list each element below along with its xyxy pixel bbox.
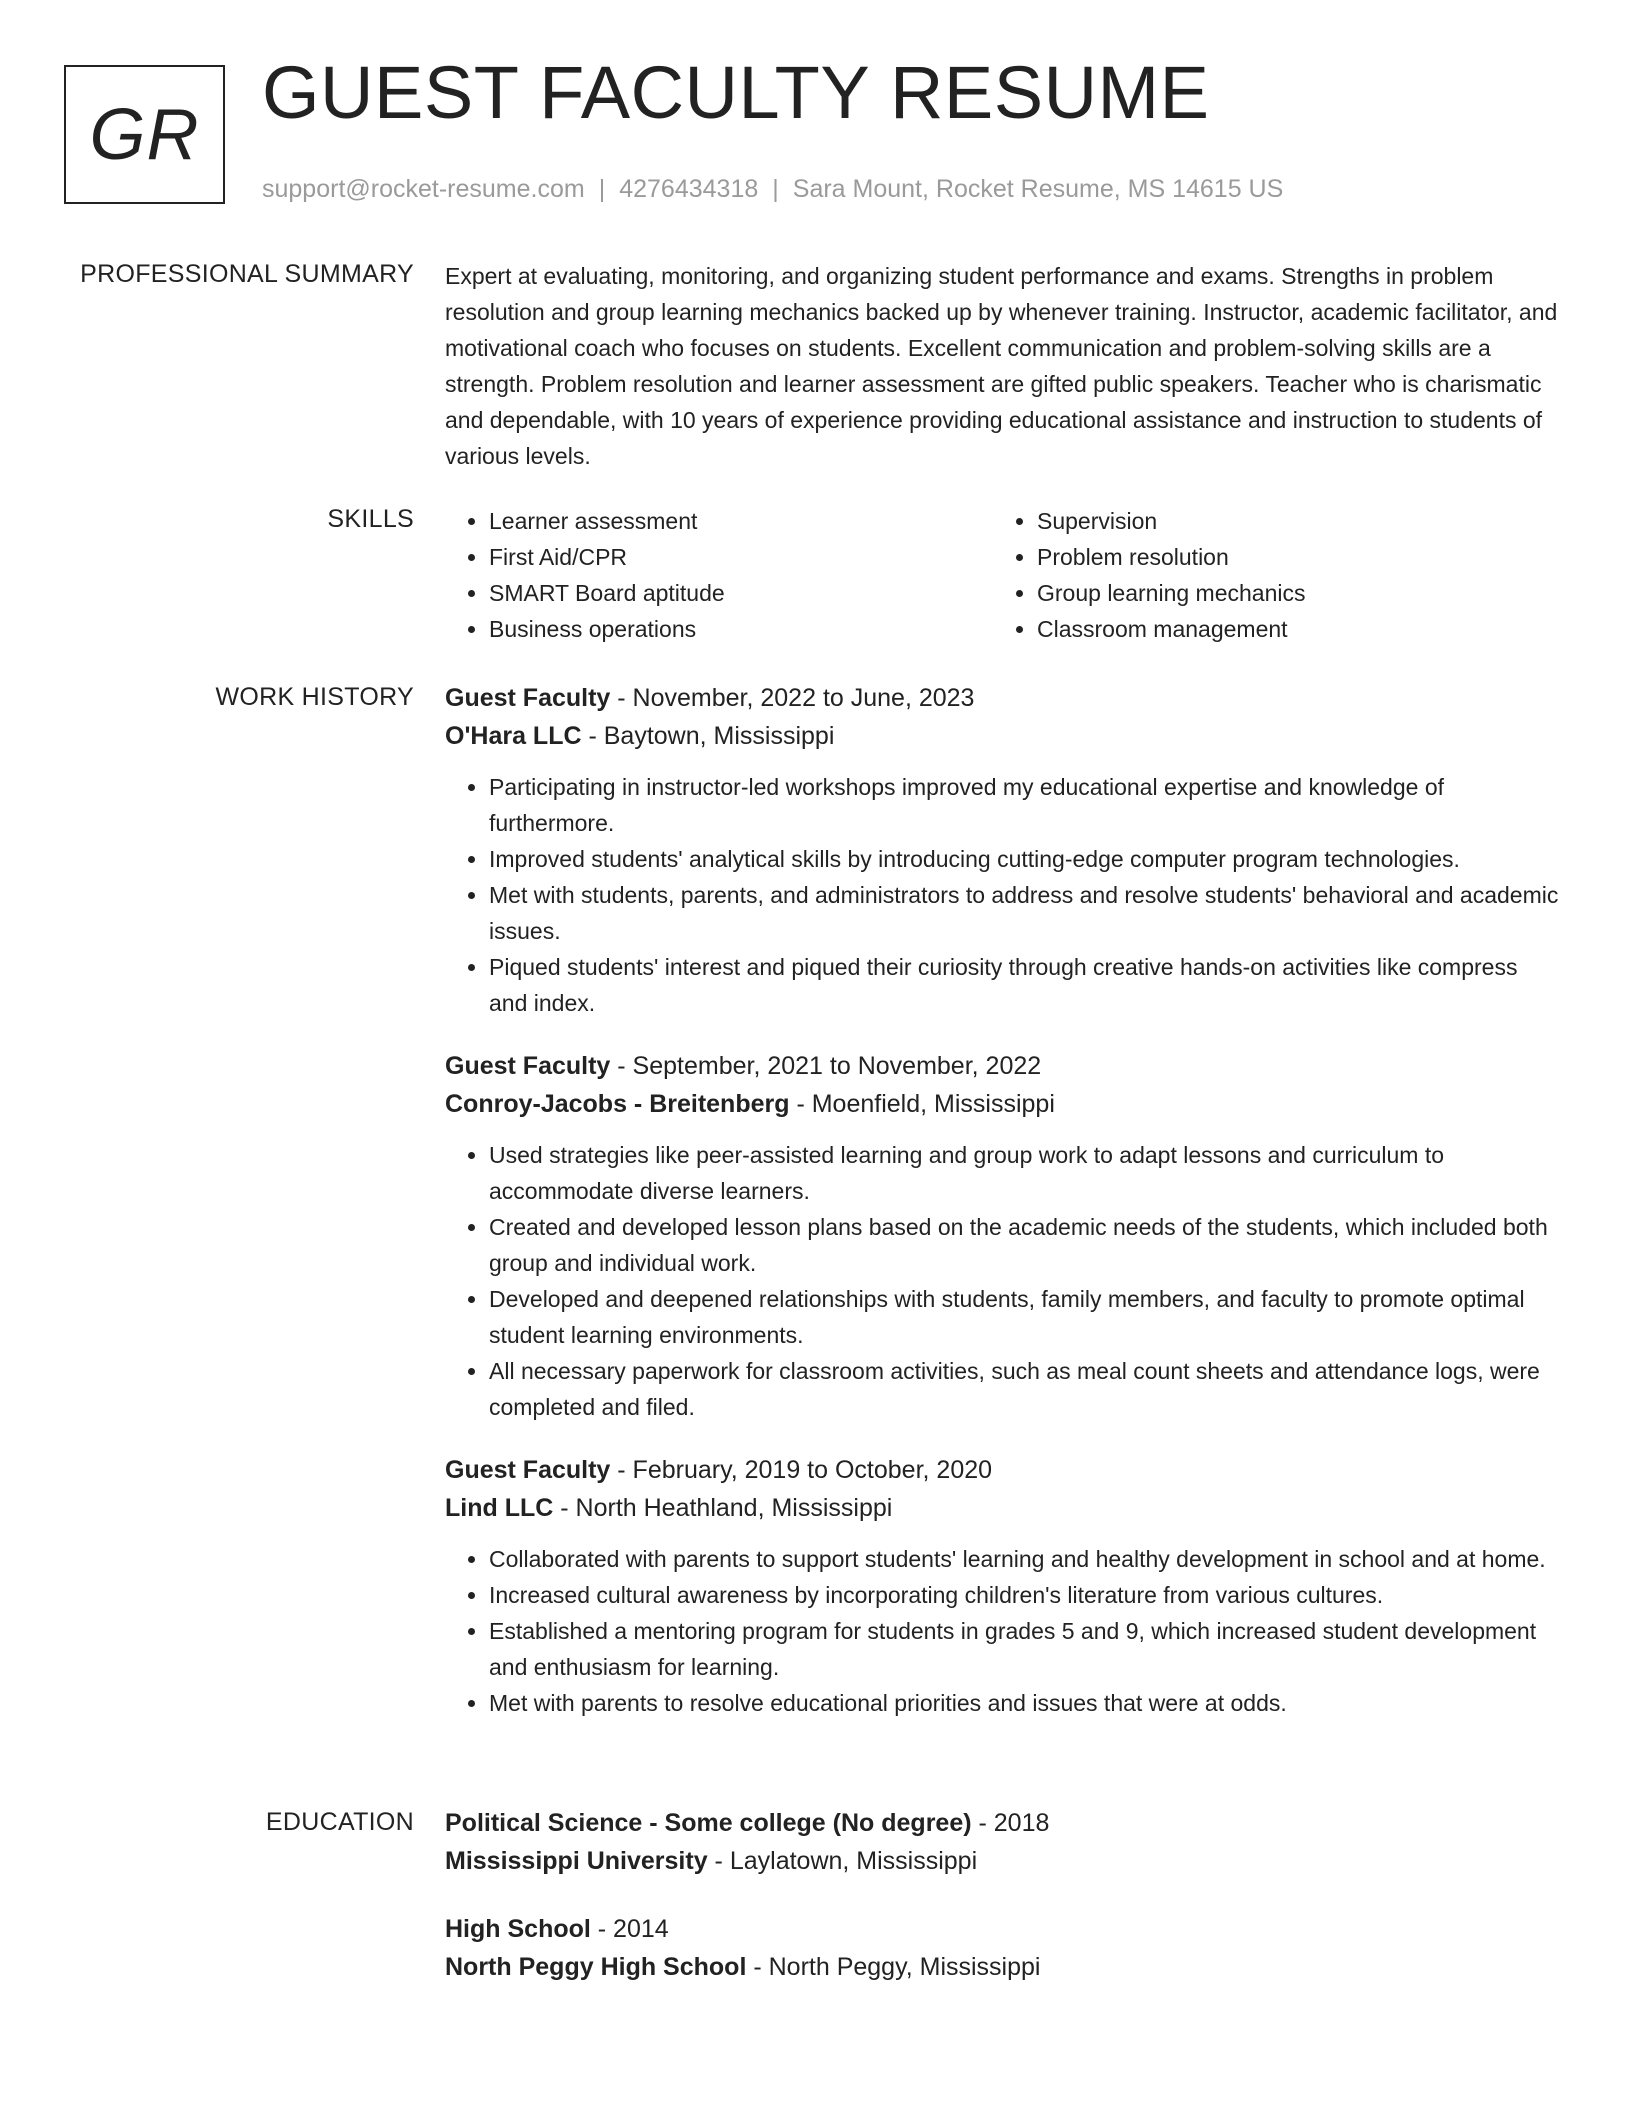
skill-item: • Classroom management <box>1037 611 1541 647</box>
summary-heading: PROFESSIONAL SUMMARY <box>80 260 414 288</box>
job-location: - North Heathland, Mississippi <box>553 1494 893 1522</box>
contact-separator: | <box>598 175 606 203</box>
school-name: Mississippi University <box>445 1847 708 1875</box>
skills-list-right <box>993 503 1541 647</box>
skill-item: • Group learning mechanics <box>1037 575 1541 611</box>
job-duty: • Established a mentoring program for students in grades 5 and 9, which increased student development and enthusiasm for learning. <box>489 1613 1560 1685</box>
contact-address: Sara Mount, Rocket Resume, MS 14615 US <box>792 175 1284 203</box>
job-duties <box>445 1137 1560 1425</box>
job-company-line <box>445 717 1560 755</box>
job-duty: • Participating in instructor-led workshops improved my educational expertise and knowledge of furthermore. <box>489 769 1560 841</box>
job-duty: • Used strategies like peer-assisted learning and group work to adapt lessons and curriculum to accommodate diverse learners. <box>489 1137 1560 1209</box>
summary-body <box>445 258 1560 474</box>
job-dates: - November, 2022 to June, 2023 <box>610 684 975 712</box>
degree-year: - 2014 <box>590 1915 669 1943</box>
job-title: Guest Faculty <box>445 1456 611 1484</box>
skill-item: • First Aid/CPR <box>489 539 993 575</box>
job-dates: - September, 2021 to November, 2022 <box>610 1052 1042 1080</box>
school-line <box>445 1948 1560 1986</box>
work-history-body <box>445 679 1560 1747</box>
job-title: Guest Faculty <box>445 684 611 712</box>
job-location: - Moenfield, Mississippi <box>789 1090 1055 1118</box>
skill-item: • Business operations <box>489 611 993 647</box>
education-body <box>445 1804 1560 2016</box>
school-name: North Peggy High School <box>445 1953 747 1981</box>
skill-item: • Supervision <box>1037 503 1541 539</box>
contact-phone[interactable]: 4276434318 <box>619 175 759 203</box>
summary-text: Expert at evaluating, monitoring, and organizing student performance and exams. Strengths in problem resolution and group learning mechanics backed up by whenever training. Instructor, academic facilitator, and motivational coach who focuses on students. Excellent communication and problem-solving skills are a strength. Problem resolution and learner assessment are gifted public speakers. Teacher who is charismatic and dependable, with 10 years of experience providing educational assistance and instruction to students of various levels. <box>445 263 1558 469</box>
job-title-line <box>445 1047 1560 1085</box>
school-location: - North Peggy, Mississippi <box>746 1953 1041 1981</box>
job-duty: • Developed and deepened relationships with students, family members, and faculty to promote optimal student learning environments. <box>489 1281 1560 1353</box>
degree: Political Science - Some college (No degree) <box>445 1809 972 1837</box>
education-entry <box>445 1910 1560 1986</box>
job-company: O'Hara LLC <box>445 722 582 750</box>
resume-title: GUEST FACULTY RESUME <box>262 51 1210 134</box>
contact-email[interactable]: support@rocket-resume.com <box>262 175 585 203</box>
job-company: Conroy-Jacobs - Breitenberg <box>445 1090 790 1118</box>
job-title-line <box>445 1451 1560 1489</box>
job-entry <box>445 679 1560 1021</box>
job-company: Lind LLC <box>445 1494 554 1522</box>
job-company-line <box>445 1085 1560 1123</box>
monogram-initials: GR <box>89 94 200 175</box>
job-entry <box>445 1451 1560 1721</box>
job-duty: • Met with parents to resolve educational priorities and issues that were at odds. <box>489 1685 1560 1721</box>
job-duty: • Met with students, parents, and administrators to address and resolve students' behavioral and academic issues. <box>489 877 1560 949</box>
education-entry <box>445 1804 1560 1880</box>
job-entry <box>445 1047 1560 1425</box>
skills-heading: SKILLS <box>327 505 414 533</box>
degree: High School <box>445 1915 591 1943</box>
education-heading: EDUCATION <box>265 1808 414 1836</box>
job-location: - Baytown, Mississippi <box>581 722 835 750</box>
skills-list-left <box>445 503 993 647</box>
skills-column-right <box>993 503 1541 647</box>
job-company-line <box>445 1489 1560 1527</box>
work-history-heading: WORK HISTORY <box>215 683 414 711</box>
skills-columns <box>445 503 1560 647</box>
school-line <box>445 1842 1560 1880</box>
job-duties <box>445 1541 1560 1721</box>
job-duty: • Increased cultural awareness by incorporating children's literature from various cultures. <box>489 1577 1560 1613</box>
job-duty: • Created and developed lesson plans based on the academic needs of the students, which included both group and individual work. <box>489 1209 1560 1281</box>
degree-line <box>445 1910 1560 1948</box>
skill-item: • Learner assessment <box>489 503 993 539</box>
skills-column-left <box>445 503 993 647</box>
skill-item: • SMART Board aptitude <box>489 575 993 611</box>
school-location: - Laylatown, Mississippi <box>707 1847 978 1875</box>
job-title: Guest Faculty <box>445 1052 611 1080</box>
contact-line <box>262 175 1283 204</box>
contact-separator: | <box>772 175 779 203</box>
job-dates: - February, 2019 to October, 2020 <box>610 1456 993 1484</box>
job-duties <box>445 769 1560 1021</box>
job-duty: • Collaborated with parents to support students' learning and healthy development in school and at home. <box>489 1541 1560 1577</box>
job-duty: • Improved students' analytical skills by introducing cutting-edge computer program technologies. <box>489 841 1560 877</box>
degree-line <box>445 1804 1560 1842</box>
job-title-line <box>445 679 1560 717</box>
skill-item: • Problem resolution <box>1037 539 1541 575</box>
monogram-box <box>64 65 225 204</box>
job-duty: • All necessary paperwork for classroom activities, such as meal count sheets and attendance logs, were completed and filed. <box>489 1353 1560 1425</box>
degree-year: - 2018 <box>971 1809 1050 1837</box>
skills-body <box>445 503 1560 647</box>
job-duty: • Piqued students' interest and piqued their curiosity through creative hands-on activities like compress and index. <box>489 949 1560 1021</box>
